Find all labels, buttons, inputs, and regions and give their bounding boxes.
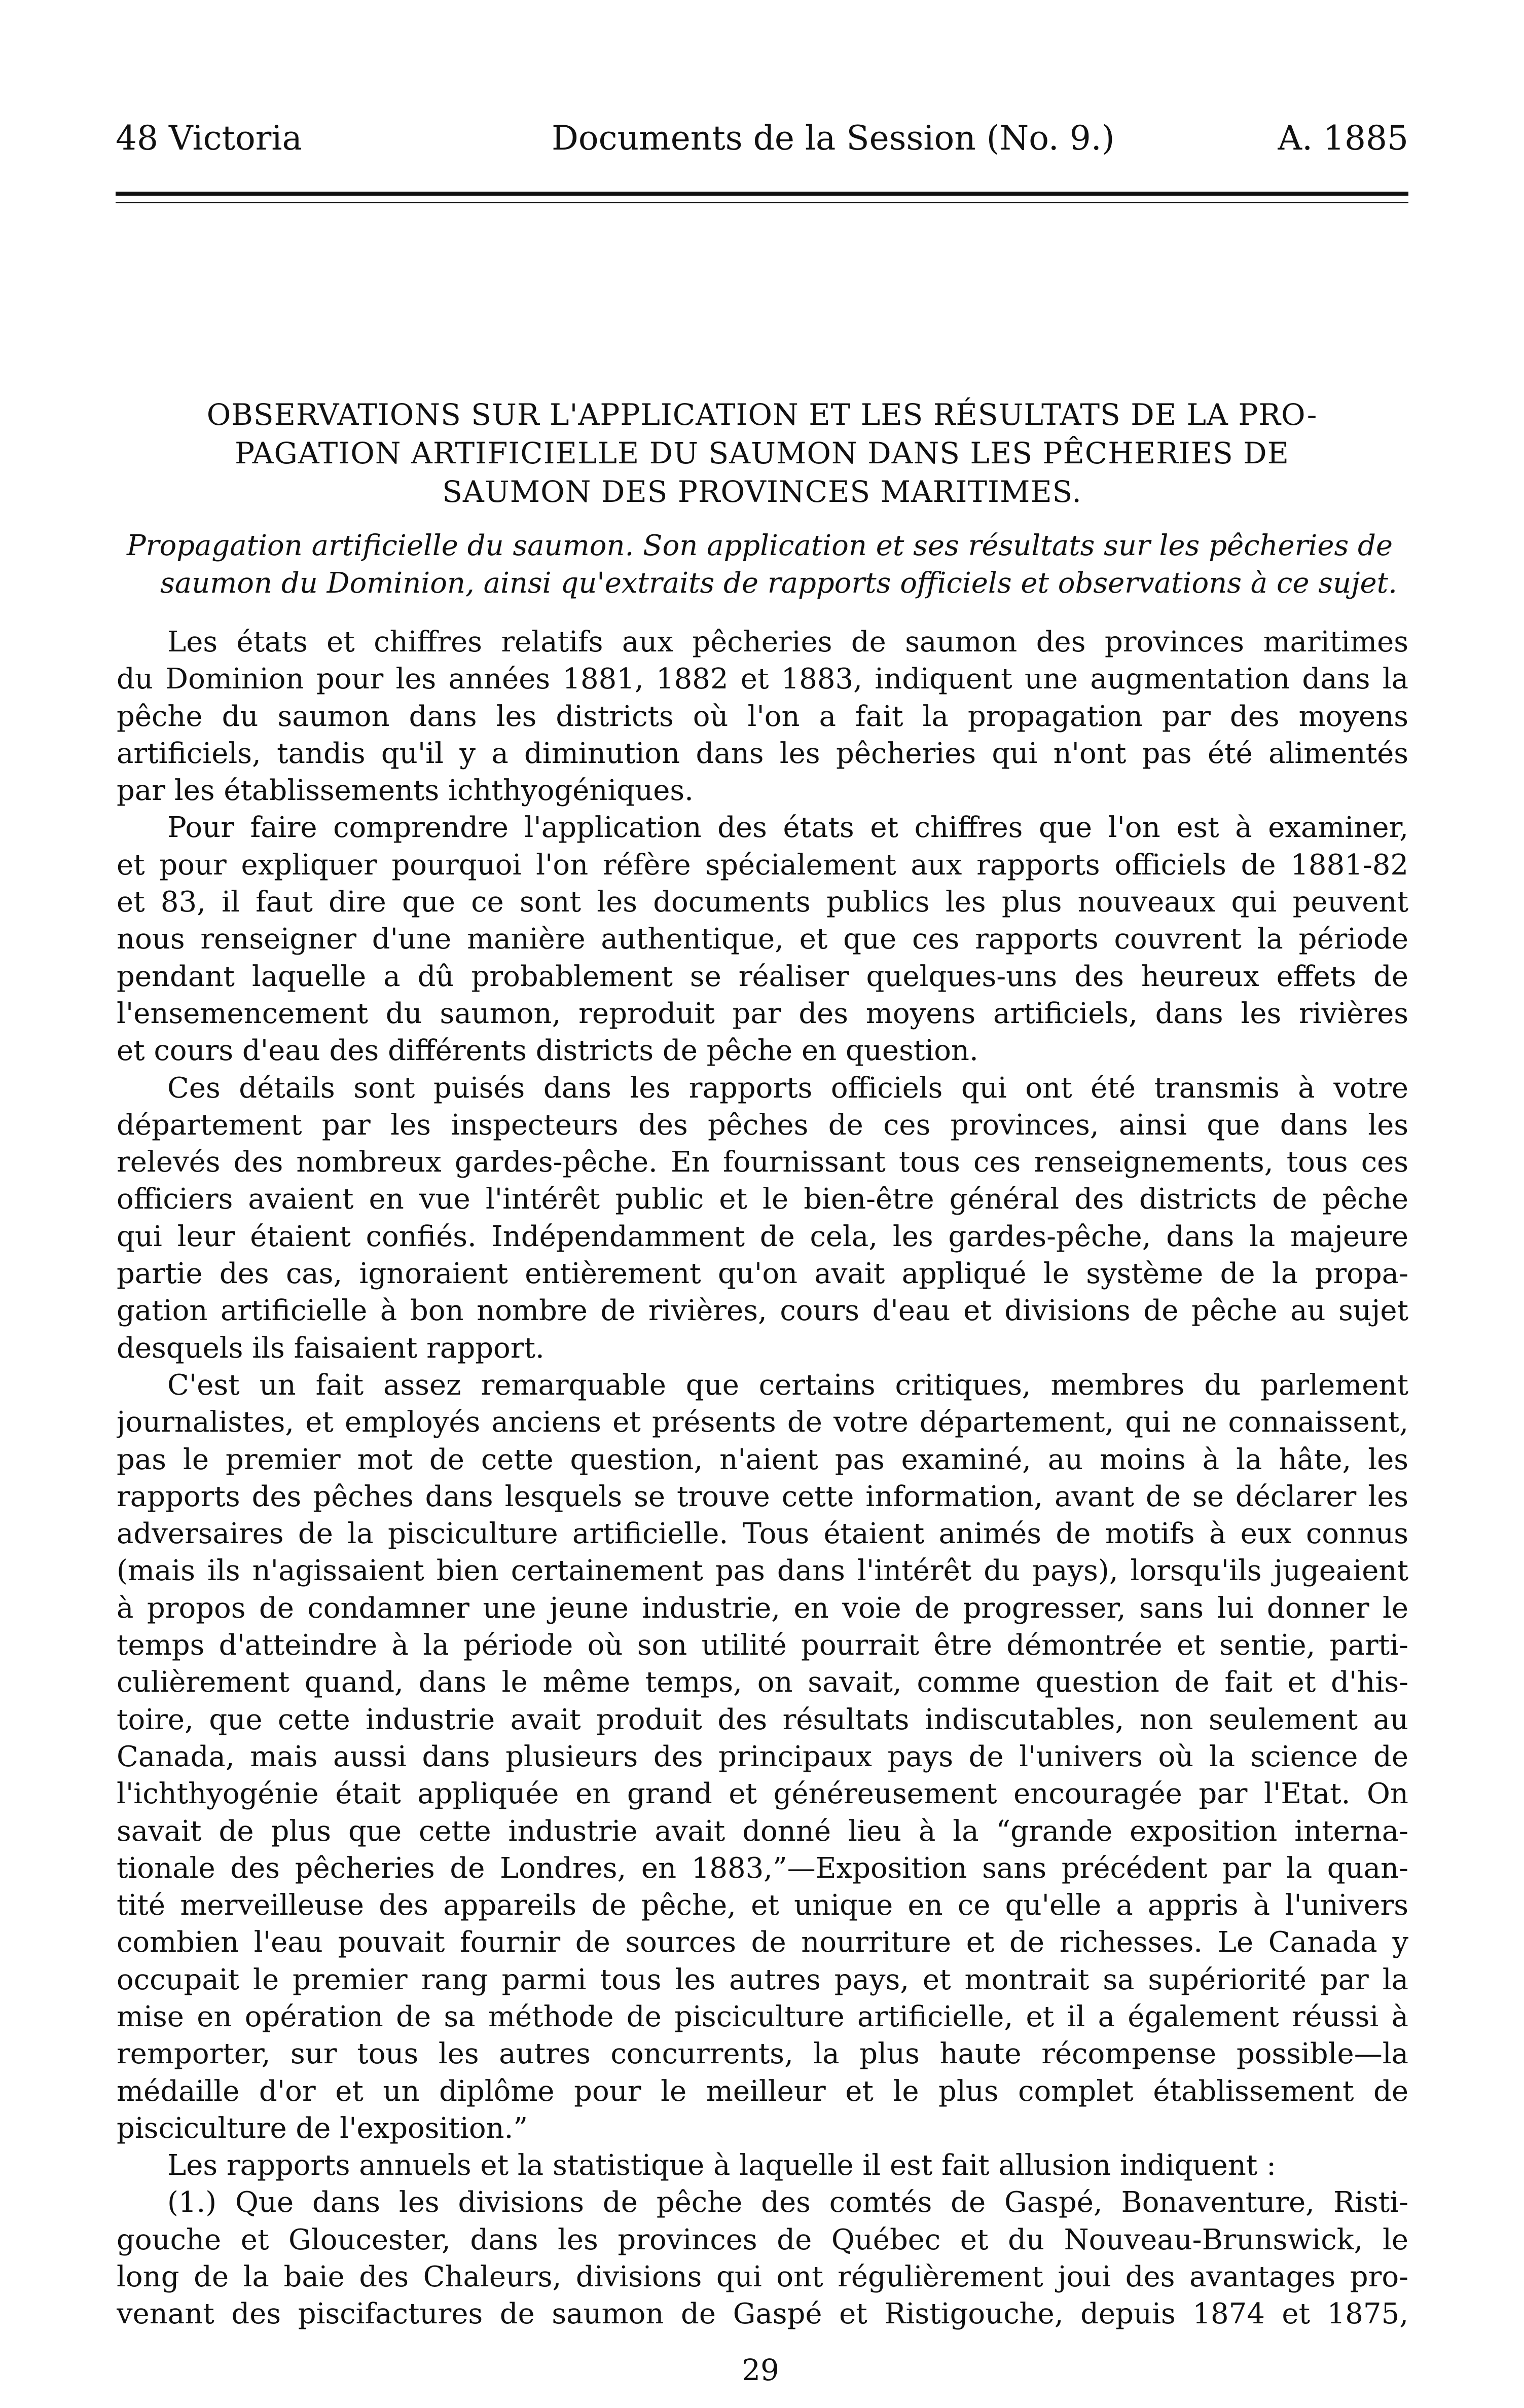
body-line: qui leur étaient confiés. Indépendamment de cela, les gardes-pêche, dans la majeure bbox=[117, 1220, 1408, 1253]
header-year: A. 1885 bbox=[1278, 119, 1408, 158]
header-rule-thick bbox=[116, 192, 1408, 196]
body-line: Les états et chiffres relatifs aux pêcheries de saumon des provinces maritimes bbox=[167, 626, 1408, 659]
body-line: rapports des pêches dans lesquels se trouve cette information, avant de se déclarer les bbox=[117, 1480, 1408, 1513]
subtitle-line: Propagation artificielle du saumon. Son application et ses résultats sur les pêcheries de bbox=[127, 529, 1393, 562]
body-line: C'est un fait assez remarquable que certains critiques, membres du parlement bbox=[167, 1368, 1408, 1402]
body-line: temps d'atteindre à la période où son utilité pourrait être démontrée et sentie, parti- bbox=[117, 1629, 1408, 1662]
body-line: tité merveilleuse des appareils de pêche, et unique en ce qu'elle a appris à l'univers bbox=[117, 1889, 1408, 1922]
body-line: et pour expliquer pourquoi l'on réfère spécialement aux rapports officiels de 1881-82 bbox=[117, 848, 1408, 882]
body-line: mise en opération de sa méthode de pisciculture artificielle, et il a également réussi à bbox=[117, 2000, 1408, 2033]
body-line: (1.) Que dans les divisions de pêche des comtés de Gaspé, Bonaventure, Risti- bbox=[167, 2186, 1408, 2219]
body-line: savait de plus que cette industrie avait donné lieu à la “grande exposition interna- bbox=[117, 1814, 1408, 1848]
body-line: artificiels, tandis qu'il y a diminution dans les pêcheries qui n'ont pas été alimentés bbox=[117, 737, 1408, 770]
title-line: SAUMON DES PROVINCES MARITIMES. bbox=[442, 475, 1082, 509]
body-line: partie des cas, ignoraient entièrement qu'on avait appliqué le système de la propa- bbox=[117, 1257, 1408, 1291]
body-line: médaille d'or et un diplôme pour le meilleur et le plus complet établissement de bbox=[117, 2074, 1408, 2108]
body-line: pendant laquelle a dû probablement se réaliser quelques-uns des heureux effets de bbox=[117, 960, 1408, 993]
body-line: l'ensemencement du saumon, reproduit par des moyens artificiels, dans les rivières bbox=[117, 997, 1408, 1030]
header-rule-thin bbox=[116, 202, 1408, 203]
body-line: journalistes, et employés anciens et présents de votre département, qui ne connaissent, bbox=[117, 1406, 1408, 1439]
body-line: tionale des pêcheries de Londres, en 1883,”—Exposition sans précédent par la quan- bbox=[117, 1851, 1408, 1885]
body-line: et 83, il faut dire que ce sont les documents publics les plus nouveaux qui peuvent bbox=[117, 886, 1408, 919]
body-line: Les rapports annuels et la statistique à laquelle il est fait allusion indiquent : bbox=[167, 2149, 1276, 2182]
body-line: adversaires de la pisciculture artificielle. Tous étaient animés de motifs à eux connus bbox=[117, 1517, 1408, 1551]
body-line: et cours d'eau des différents districts de pêche en question. bbox=[117, 1034, 978, 1068]
body-line: gouche et Gloucester, dans les provinces de Québec et du Nouveau-Brunswick, le bbox=[117, 2223, 1408, 2256]
body-line: officiers avaient en vue l'intérêt public et le bien-être général des districts de pêche bbox=[117, 1183, 1408, 1216]
body-line: Canada, mais aussi dans plusieurs des principaux pays de l'univers où la science de bbox=[117, 1740, 1408, 1773]
body-line: occupait le premier rang parmi tous les autres pays, et montrait sa supériorité par la bbox=[117, 1963, 1408, 1996]
body-line: remporter, sur tous les autres concurrents, la plus haute récompense possible—la bbox=[117, 2037, 1408, 2071]
body-line: à propos de condamner une jeune industrie, en voie de progresser, sans lui donner le bbox=[117, 1591, 1408, 1625]
body-line: long de la baie des Chaleurs, divisions qui ont régulièrement joui des avantages pro- bbox=[117, 2260, 1408, 2294]
body-line: pêche du saumon dans les districts où l'on a fait la propagation par des moyens bbox=[117, 700, 1408, 733]
page-number: 29 bbox=[742, 2353, 779, 2387]
subtitle-line: saumon du Dominion, ainsi qu'extraits de rapports officiels et observations à ce sujet. bbox=[160, 567, 1397, 600]
body-line: l'ichthyogénie était appliquée en grand et généreusement encouragée par l'Etat. On bbox=[117, 1777, 1408, 1811]
body-text bbox=[117, 624, 1408, 2333]
running-header bbox=[116, 111, 1408, 166]
body-line: nous renseigner d'une manière authentique, et que ces rapports couvrent la période bbox=[117, 923, 1408, 956]
article-subtitle bbox=[127, 527, 1404, 602]
body-line: du Dominion pour les années 1881, 1882 et 1883, indiquent une augmentation dans la bbox=[117, 663, 1408, 696]
body-line: desquels ils faisaient rapport. bbox=[117, 1331, 545, 1365]
body-line: toire, que cette industrie avait produit des résultats indiscutables, non seulement au bbox=[117, 1703, 1408, 1736]
body-line: venant des piscifactures de saumon de Gaspé et Ristigouche, depuis 1874 et 1875, bbox=[117, 2297, 1408, 2331]
body-line: (mais ils n'agissaient bien certainement pas dans l'intérêt du pays), lorsqu'ils jugeaient bbox=[117, 1554, 1408, 1588]
header-regnal-year: 48 Victoria bbox=[116, 119, 302, 158]
body-line: culièrement quand, dans le même temps, on savait, comme question de fait et d'his- bbox=[117, 1666, 1408, 1699]
body-line: combien l'eau pouvait fournir de sources de nourriture et de richesses. Le Canada y bbox=[117, 1926, 1408, 1959]
title-line: PAGATION ARTIFICIELLE DU SAUMON DANS LES PÊCHERIES DE bbox=[234, 436, 1290, 470]
body-line: Pour faire comprendre l'application des états et chiffres que l'on est à examiner, bbox=[167, 811, 1408, 845]
article-title bbox=[116, 395, 1408, 511]
body-line: pas le premier mot de cette question, n'aient pas examiné, au moins à la hâte, les bbox=[117, 1443, 1408, 1476]
body-line: Ces détails sont puisés dans les rapports officiels qui ont été transmis à votre bbox=[167, 1071, 1408, 1105]
body-line: par les établissements ichthyogéniques. bbox=[117, 774, 694, 808]
title-line: OBSERVATIONS SUR L'APPLICATION ET LES RÉSULTATS DE LA PRO- bbox=[206, 397, 1318, 432]
body-line: relevés des nombreux gardes-pêche. En fournissant tous ces renseignements, tous ces bbox=[117, 1146, 1408, 1179]
body-line: pisciculture de l'exposition.” bbox=[117, 2111, 528, 2145]
header-document-title: Documents de la Session (No. 9.) bbox=[552, 119, 1115, 158]
body-line: gation artificielle à bon nombre de rivières, cours d'eau et divisions de pêche au sujet bbox=[117, 1294, 1408, 1328]
body-line: département par les inspecteurs des pêches de ces provinces, ainsi que dans les bbox=[117, 1108, 1408, 1142]
